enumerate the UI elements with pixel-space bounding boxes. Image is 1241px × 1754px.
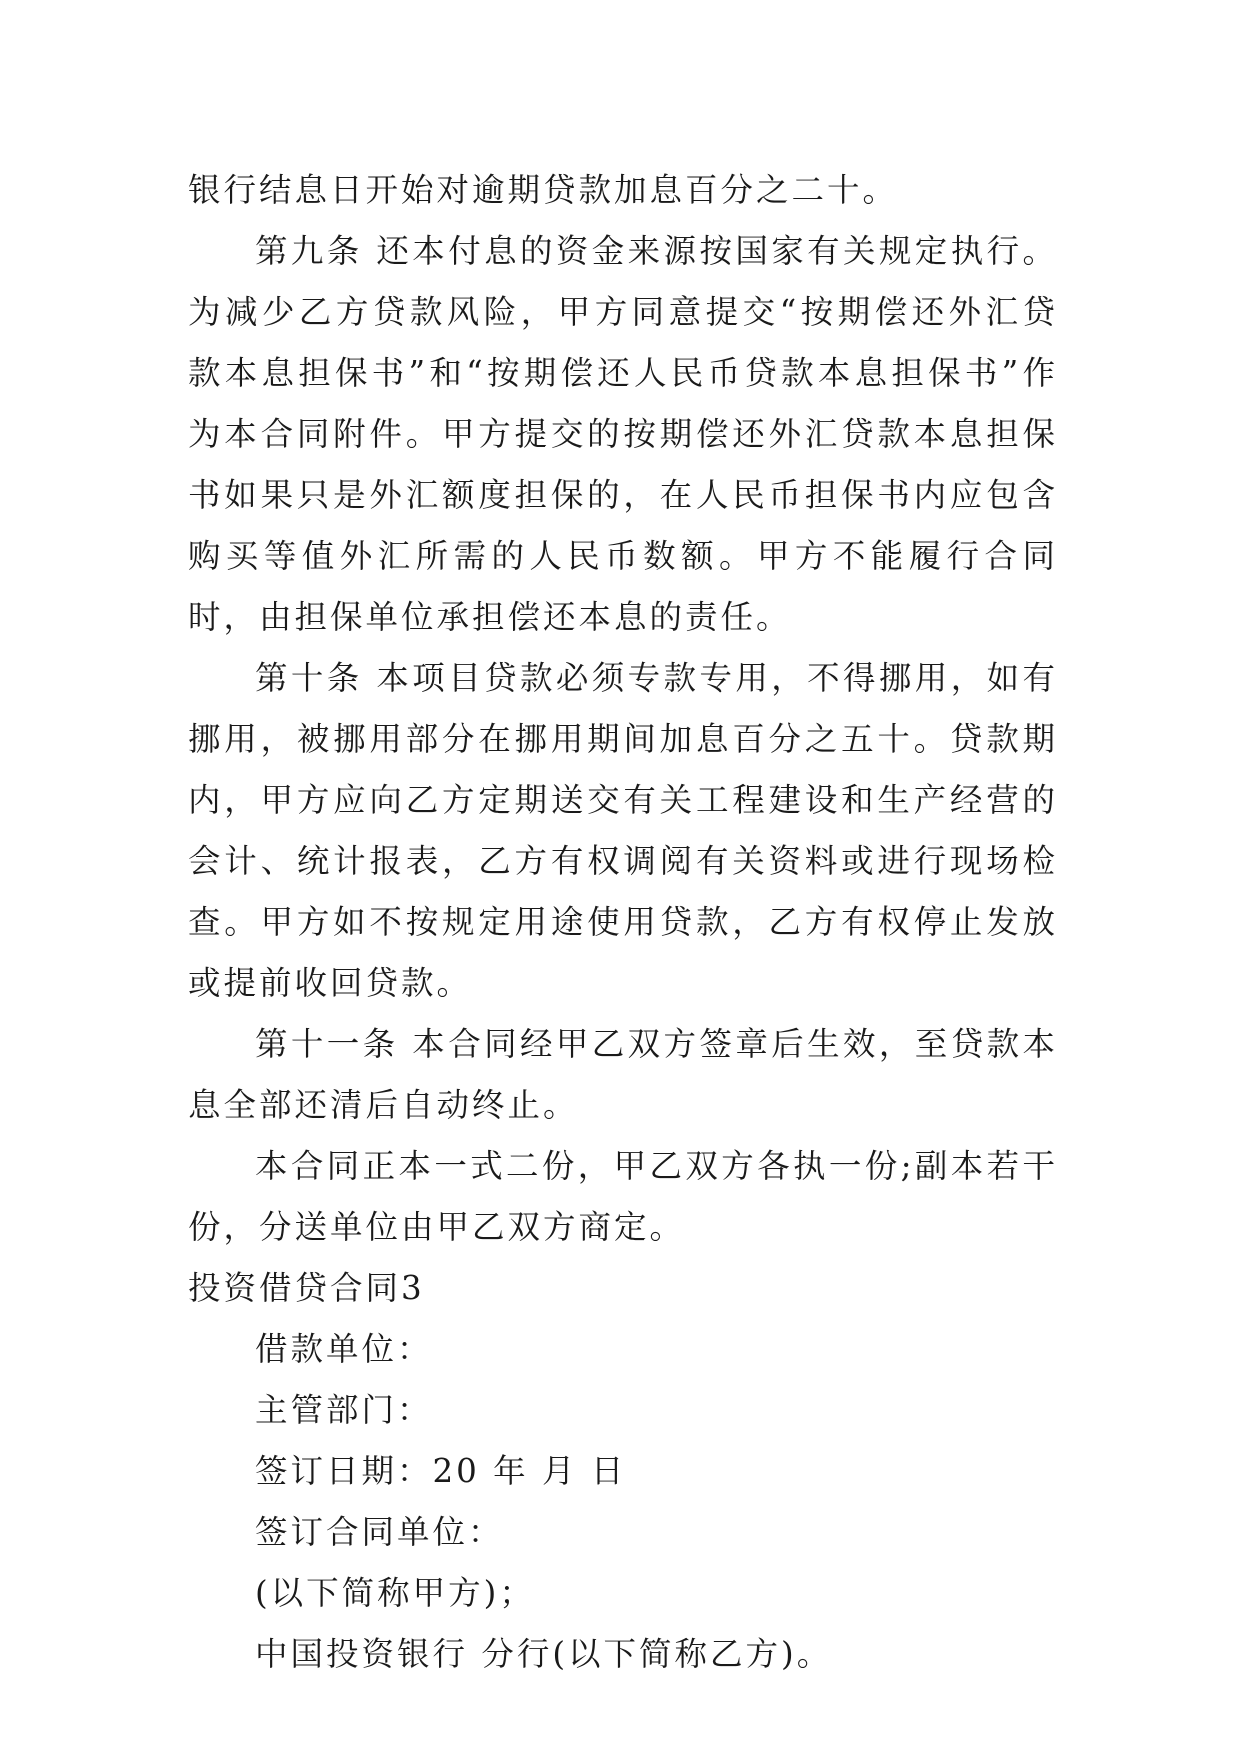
- field-department: 主管部门：: [255, 1391, 433, 1429]
- paragraph-article-10: 第十条 本项目贷款必须专款专用，不得挪用，如有挪用，被挪用部分在挪用期间加息百分之五十。贷款期内，甲方应向乙方定期送交有关工程建设和生产经营的会计、统计报表，乙方有权调阅有关资料或进行现场检查。甲方如不按规定用途使用贷款，乙方有权停止发放或提前收回贷款。: [188, 659, 1058, 1002]
- paragraph-article-11: 第十一条 本合同经甲乙双方签章后生效，至贷款本息全部还清后自动终止。: [188, 1025, 1058, 1124]
- field-party-b: 中国投资银行 分行(以下简称乙方)。: [255, 1635, 833, 1673]
- field-signing-party: 签订合同单位：: [255, 1513, 504, 1551]
- document-body: [188, 160, 1058, 1685]
- paragraph-copies: 本合同正本一式二份，甲乙双方各执一份;副本若干份，分送单位由甲乙双方商定。: [188, 1147, 1058, 1246]
- field-party-a-note: (以下简称甲方)；: [255, 1574, 535, 1612]
- paragraph-continuation: 银行结息日开始对逾期贷款加息百分之二十。: [188, 171, 899, 209]
- paragraph-article-9: 第九条 还本付息的资金来源按国家有关规定执行。为减少乙方贷款风险，甲方同意提交“按期偿还外汇贷款本息担保书”和“按期偿还人民币贷款本息担保书”作为本合同附件。甲方提交的按期偿还外汇贷款本息担保书如果只是外汇额度担保的，在人民币担保书内应包含购买等值外汇所需的人民币数额。甲方不能履行合同时，由担保单位承担偿还本息的责任。: [188, 232, 1058, 636]
- contract-heading: 投资借贷合同3: [188, 1269, 425, 1307]
- field-borrower: 借款单位：: [255, 1330, 433, 1368]
- field-sign-date: 签订日期：20 年 月 日: [255, 1452, 627, 1490]
